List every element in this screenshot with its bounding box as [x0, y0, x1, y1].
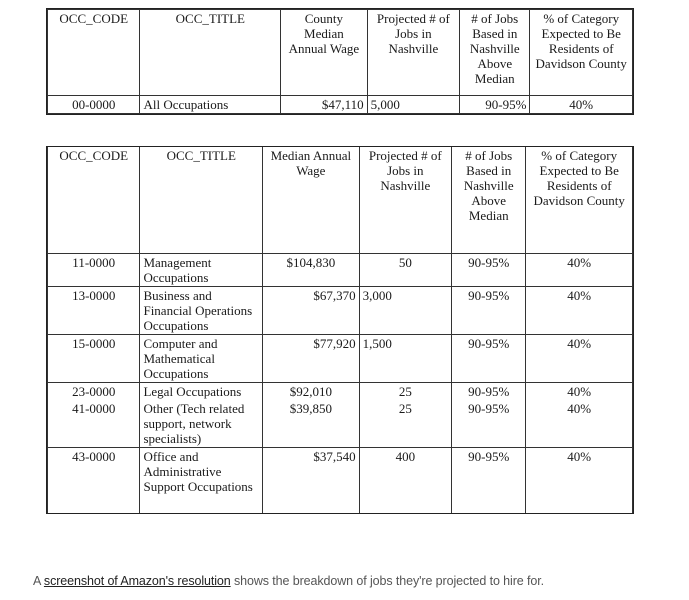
header-pct-residents: % of Category Expected to Be Residents of Davidson County — [530, 10, 633, 96]
table-row — [48, 253, 633, 286]
cell-wage: $67,370 — [263, 286, 359, 334]
cell-code: 00-0000 — [48, 96, 140, 114]
cell-title: Management Occupations — [140, 253, 263, 286]
cell-code: 11-0000 — [48, 253, 140, 286]
occupation-header-row — [48, 147, 633, 253]
cell-title: Business and Financial Operations Occupations — [140, 286, 263, 334]
header-median-wage: Median Annual Wage — [263, 147, 359, 253]
cell-jobs: 25 — [359, 382, 451, 400]
cell-wage: $77,920 — [263, 334, 359, 382]
cell-wage: $104,830 — [263, 253, 359, 286]
summary-table — [47, 9, 633, 114]
cell-above: 90-95% — [452, 253, 526, 286]
cell-code: 13-0000 — [48, 286, 140, 334]
cell-above: 90-95% — [452, 447, 526, 513]
cell-jobs: 400 — [359, 447, 451, 513]
cell-pct: 40% — [526, 253, 633, 286]
cell-above: 90-95% — [452, 400, 526, 448]
table-row — [48, 286, 633, 334]
image-caption — [33, 574, 544, 588]
cell-title: All Occupations — [140, 96, 281, 114]
table-row — [48, 400, 633, 448]
header-occ-title: OCC_TITLE — [140, 147, 263, 253]
header-jobs-above-median: # of Jobs Based in Nashville Above Median — [460, 10, 530, 96]
header-projected-jobs: Projected # of Jobs in Nashville — [359, 147, 451, 253]
cell-pct: 40% — [530, 96, 633, 114]
cell-title: Office and Administrative Support Occupations — [140, 447, 263, 513]
caption-link[interactable]: screenshot of Amazon's resolution — [43, 574, 231, 588]
cell-wage: $92,010 — [263, 382, 359, 400]
header-pct-residents: % of Category Expected to Be Residents of Davidson County — [526, 147, 633, 253]
cell-wage: $39,850 — [263, 400, 359, 448]
cell-code: 43-0000 — [48, 447, 140, 513]
cell-jobs: 25 — [359, 400, 451, 448]
caption-prefix: A — [33, 574, 44, 588]
occupation-table — [47, 147, 633, 513]
table-row — [48, 382, 633, 400]
cell-jobs: 1,500 — [359, 334, 451, 382]
summary-header-row — [48, 10, 633, 96]
caption-suffix: shows the breakdown of jobs they're projected to hire for. — [230, 574, 544, 588]
cell-title: Other (Tech related support, network specialists) — [140, 400, 263, 448]
cell-pct: 40% — [526, 334, 633, 382]
header-projected-jobs: Projected # of Jobs in Nashville — [367, 10, 459, 96]
header-occ-code: OCC_CODE — [48, 10, 140, 96]
cell-above: 90-95% — [460, 96, 530, 114]
cell-pct: 40% — [526, 400, 633, 448]
cell-pct: 40% — [526, 382, 633, 400]
cell-pct: 40% — [526, 286, 633, 334]
header-median-wage: County Median Annual Wage — [281, 10, 367, 96]
cell-wage: $37,540 — [263, 447, 359, 513]
cell-title: Computer and Mathematical Occupations — [140, 334, 263, 382]
header-occ-code: OCC_CODE — [48, 147, 140, 253]
header-jobs-above-median: # of Jobs Based in Nashville Above Median — [452, 147, 526, 253]
table-row — [48, 447, 633, 513]
cell-title: Legal Occupations — [140, 382, 263, 400]
cell-wage: $47,110 — [281, 96, 367, 114]
cell-code: 41-0000 — [48, 400, 140, 448]
cell-jobs: 5,000 — [367, 96, 459, 114]
cell-code: 15-0000 — [48, 334, 140, 382]
cell-above: 90-95% — [452, 382, 526, 400]
table-row — [48, 334, 633, 382]
occupation-table-image — [46, 146, 634, 514]
cell-code: 23-0000 — [48, 382, 140, 400]
summary-table-image — [46, 8, 634, 115]
cell-above: 90-95% — [452, 334, 526, 382]
cell-pct: 40% — [526, 447, 633, 513]
table-row — [48, 96, 633, 114]
header-occ-title: OCC_TITLE — [140, 10, 281, 96]
cell-above: 90-95% — [452, 286, 526, 334]
cell-jobs: 50 — [359, 253, 451, 286]
cell-jobs: 3,000 — [359, 286, 451, 334]
